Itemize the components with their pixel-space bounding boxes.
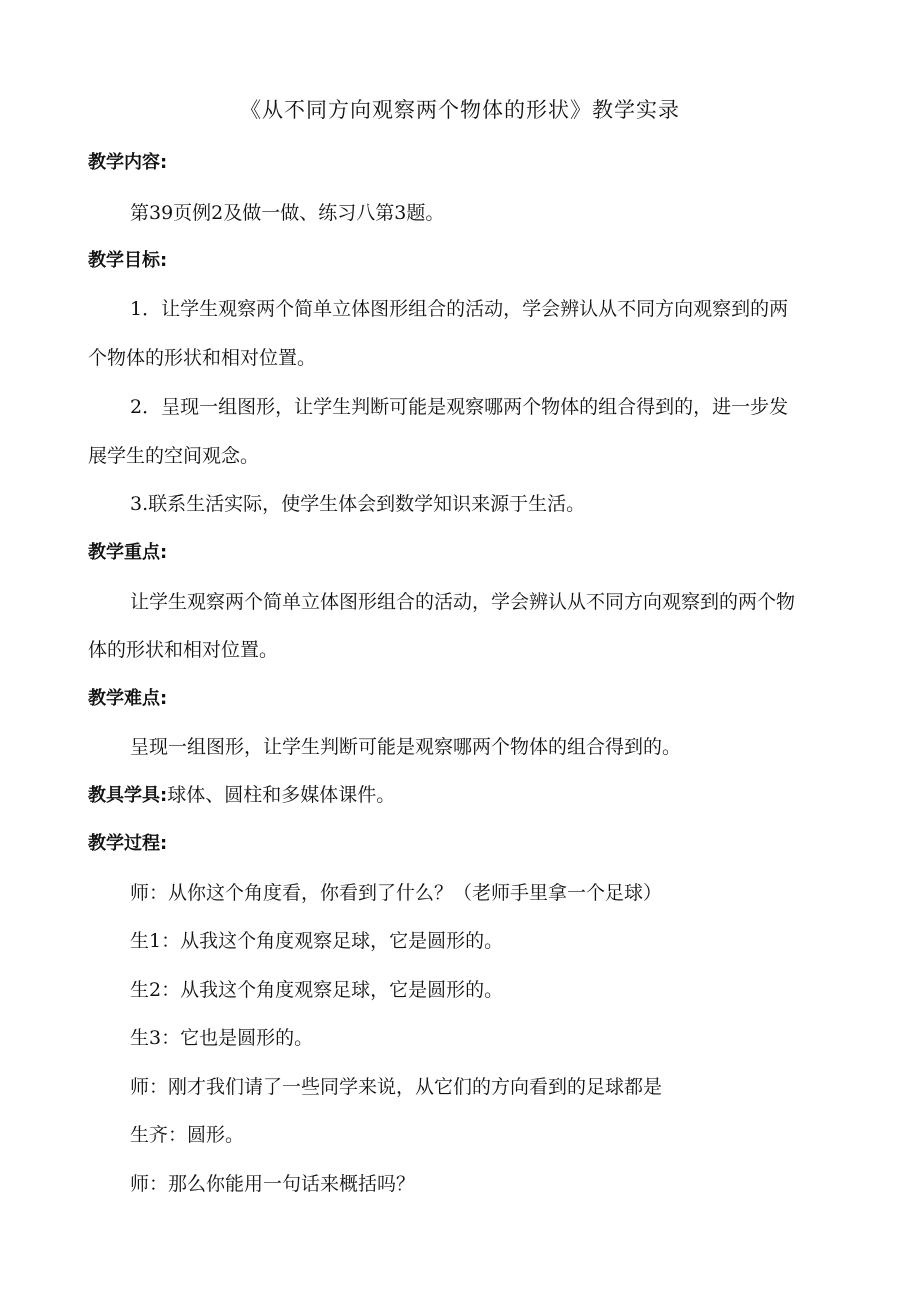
difficulty-heading: 教学难点: [88,688,168,709]
goal-1-line-2: 个物体的形状和相对位置。 [88,347,317,369]
document-title: 《从不同方向观察两个物体的形状》教学实录 [240,98,680,122]
process-heading: 教学过程: [88,833,168,854]
dialogue-line: 师：刚才我们请了一些同学来说，从它们的方向看到的足球都是 [130,1076,663,1098]
goals-heading: 教学目标: [88,250,168,271]
dialogue-line: 师：那么你能用一句话来概括吗？ [130,1173,416,1195]
goal-2-line-2: 展学生的空间观念。 [88,445,260,467]
goal-3: 3.联系生活实际，使学生体会到数学知识来源于生活。 [130,493,586,515]
difficulty-text: 呈现一组图形，让学生判断可能是观察哪两个物体的组合得到的。 [130,736,682,758]
content-text: 第39页例2及做一做、练习八第3题。 [130,202,445,224]
dialogue-line: 师：从你这个角度看，你看到了什么？（老师手里拿一个足球） [130,882,663,904]
tools-text: 球体、圆柱和多媒体课件。 [167,784,396,806]
key-point-heading: 教学重点: [88,542,168,563]
key-point-line-2: 体的形状和相对位置。 [88,639,279,661]
goal-1-line-1: 1．让学生观察两个简单立体图形组合的活动，学会辨认从不同方向观察到的两 [130,298,789,320]
dialogue-line: 生齐：圆形。 [130,1124,245,1146]
dialogue-line: 生2：从我这个角度观察足球，它是圆形的。 [130,979,504,1001]
tools-line [88,782,395,809]
dialogue-line: 生3：它也是圆形的。 [130,1027,314,1049]
content-heading: 教学内容: [88,152,168,173]
dialogue-line: 生1：从我这个角度观察足球，它是圆形的。 [130,930,504,952]
key-point-line-1: 让学生观察两个简单立体图形组合的活动，学会辨认从不同方向观察到的两个物 [130,591,796,613]
tools-heading: 教具学具: [88,785,168,806]
goal-2-line-1: 2．呈现一组图形，让学生判断可能是观察哪两个物体的组合得到的，进一步发 [130,396,789,418]
